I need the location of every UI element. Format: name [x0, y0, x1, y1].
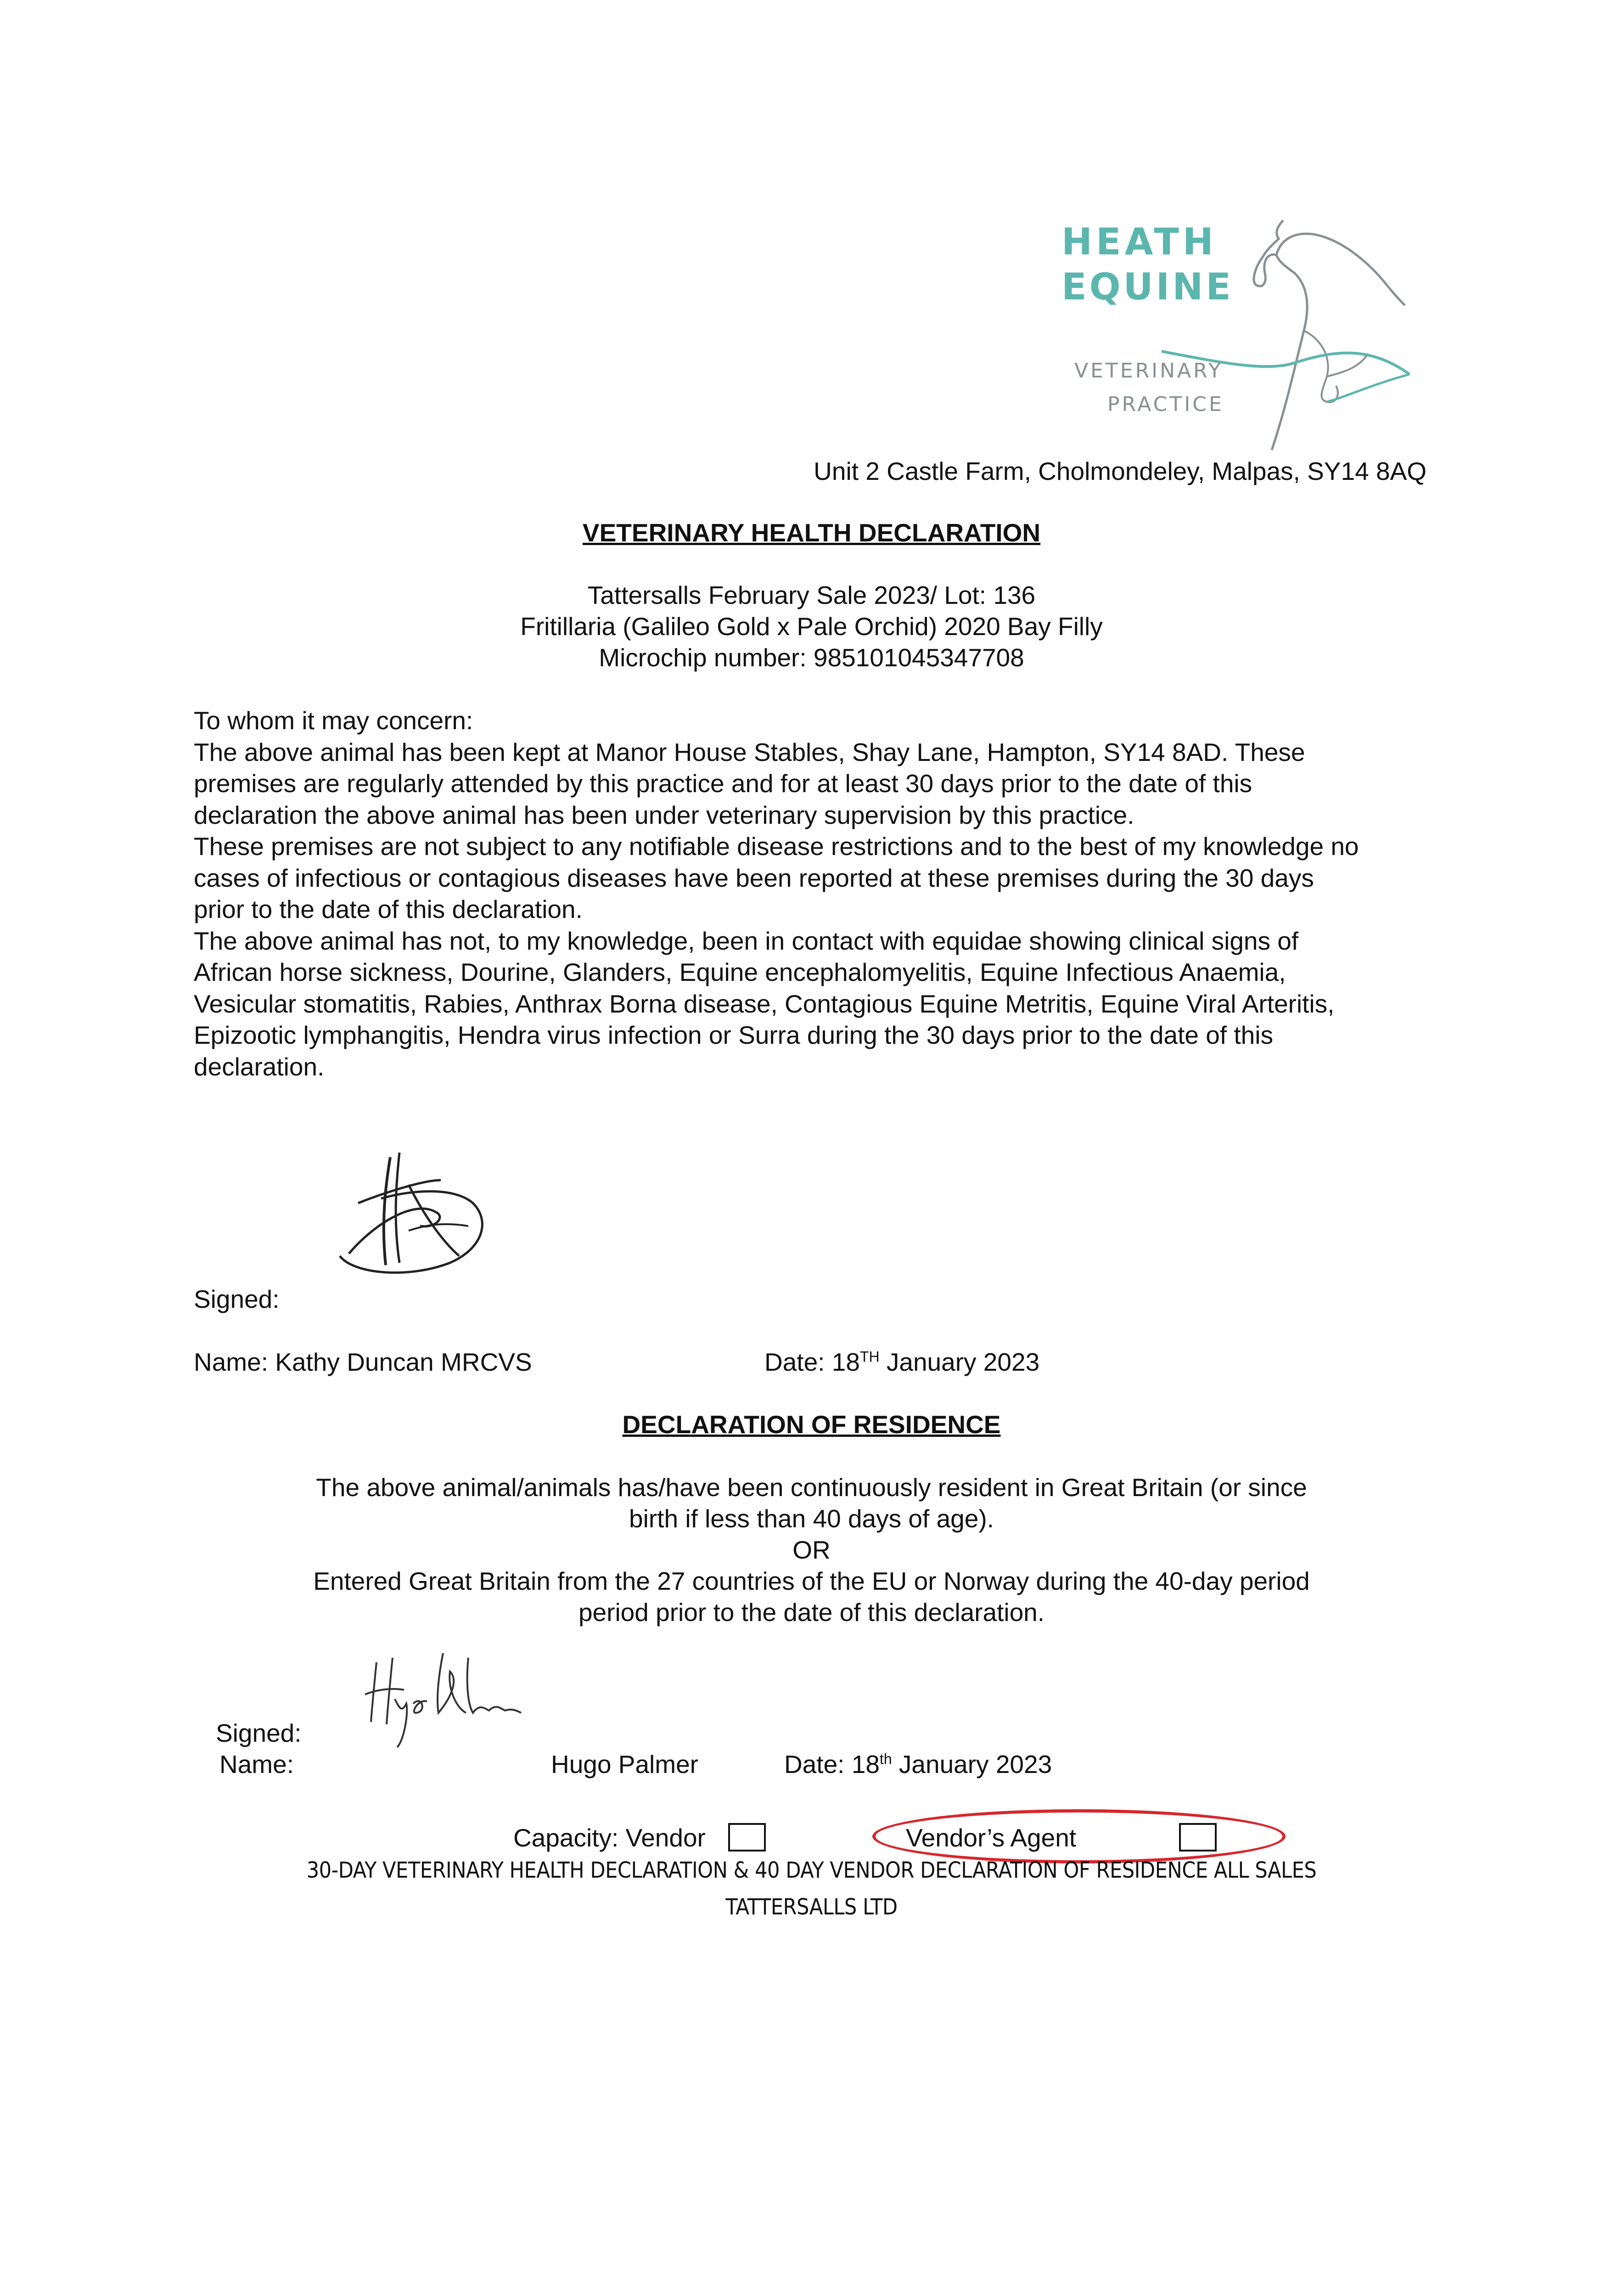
vet-signature-image	[331, 1148, 496, 1281]
residence-line-4: period prior to the date of this declaration.	[578, 1598, 1045, 1626]
body-paragraph: To whom it may concern:	[194, 706, 473, 735]
horse-line: Fritillaria (Galileo Gold x Pale Orchid) 2020 Bay Filly	[520, 612, 1103, 641]
residence-heading: DECLARATION OF RESIDENCE	[622, 1410, 1001, 1439]
vendor-signature	[358, 1644, 523, 1754]
vet-date-prefix: Date: 18	[764, 1348, 860, 1376]
sale-line: Tattersalls February Sale 2023/ Lot: 136	[587, 581, 1036, 609]
logo-heath: HEATH	[1061, 220, 1217, 263]
vendor-signature-image	[358, 1644, 523, 1754]
residence-line-1: The above animal/animals has/have been continuously resident in Great Britain (or since	[316, 1473, 1307, 1502]
agent-highlight-circle	[872, 1809, 1286, 1863]
health-declaration-body	[194, 705, 1369, 1082]
residence-line-3: Entered Great Britain from the 27 countries of the EU or Norway during the 40-day period	[313, 1567, 1310, 1595]
logo-equine: EQUINE	[1061, 265, 1234, 308]
body-paragraph: These premises are not subject to any notifiable disease restrictions and to the best of my knowledge no cases of infectious or contagious diseases have been reported at these premises during the 30 days prior to the date of this declaration.	[194, 832, 1359, 923]
vendor-date-prefix: Date: 18	[784, 1750, 880, 1778]
body-paragraph: Epizootic lymphangitis, Hendra virus infection or Surra during the 30 days prior to the date of this declaration.	[194, 1021, 1273, 1081]
vendor-agent-label: Vendor’s Agent	[906, 1823, 1077, 1852]
body-paragraph: The above animal has not, to my knowledge, been in contact with equidae showing clinical signs of African horse sickness, Dourine, Glanders, Equine encephalomyelitis, Equine Infectious Anaemia, Vesicular stomatitis, Rabies, Anthrax Borna disease, Contagious Equine Metritis, Equine Viral Arteritis,	[194, 926, 1335, 1018]
vet-name: Name: Kathy Duncan MRCVS	[194, 1348, 532, 1376]
capacity-label: Capacity: Vendor	[513, 1823, 706, 1852]
vendor-date-sup: th	[879, 1750, 892, 1767]
footer-line-1: 30-DAY VETERINARY HEALTH DECLARATION & 40 DAY VENDOR DECLARATION OF RESIDENCE ALL SALES	[306, 1857, 1317, 1883]
vet-date-sup: TH	[859, 1348, 880, 1365]
vet-date	[764, 1346, 1039, 1378]
practice-address: Unit 2 Castle Farm, Cholmondeley, Malpas, SY14 8AQ	[814, 457, 1426, 485]
vet-date-suffix: January 2023	[879, 1348, 1040, 1376]
vendor-signed-label: Signed:	[216, 1719, 302, 1747]
logo-veterinary: VETERINARY	[1074, 359, 1223, 383]
residence-line-2: birth if less than 40 days of age).	[629, 1504, 994, 1533]
vendor-name-label: Name:	[219, 1750, 294, 1778]
logo-practice: PRACTICE	[1107, 393, 1224, 416]
vendor-date	[784, 1749, 1052, 1780]
footer-line-2: TATTERSALLS LTD	[725, 1894, 898, 1920]
vet-signature	[331, 1148, 496, 1281]
health-declaration-heading: VETERINARY HEALTH DECLARATION	[582, 518, 1041, 547]
vendor-date-suffix: January 2023	[892, 1750, 1052, 1778]
vendor-name-value: Hugo Palmer	[551, 1750, 698, 1778]
vendor-checkbox[interactable]	[728, 1823, 766, 1851]
microchip-line: Microchip number: 985101045347708	[599, 643, 1024, 672]
residence-or: OR	[792, 1536, 831, 1564]
body-paragraph: The above animal has been kept at Manor House Stables, Shay Lane, Hampton, SY14 8AD. These premises are regularly attended by this practice and for at least 30 days prior to the date of this declaration the above animal has been under veterinary supervision by this practice.	[194, 737, 1305, 829]
vet-signed-label: Signed:	[194, 1285, 280, 1313]
